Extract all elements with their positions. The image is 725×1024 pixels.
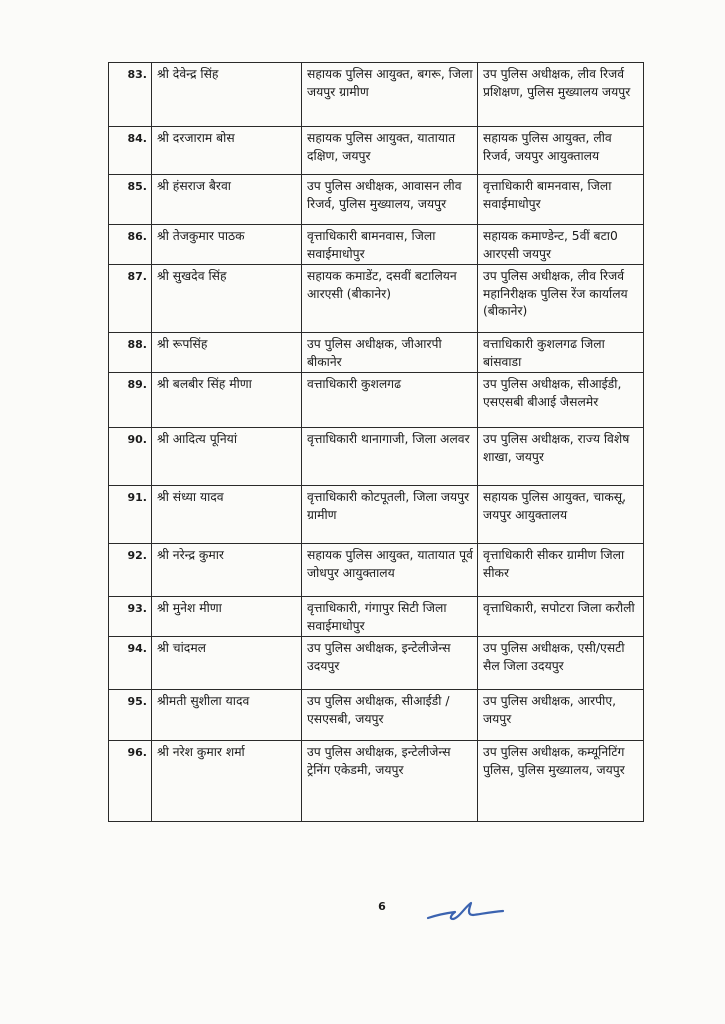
serial-number-cell: 93. bbox=[109, 597, 152, 637]
officer-name-cell: श्री बलबीर सिंह मीणा bbox=[152, 373, 302, 428]
page-number: 6 bbox=[378, 900, 386, 913]
officer-name-cell: श्री तेजकुमार पाठक bbox=[152, 225, 302, 265]
current-posting-cell: सहायक पुलिस आयुक्त, यातायात दक्षिण, जयपुर bbox=[302, 127, 478, 175]
serial-number-cell: 86. bbox=[109, 225, 152, 265]
current-posting-cell: सहायक पुलिस आयुक्त, यातायात पूर्व जोधपुर आयुक्तालय bbox=[302, 544, 478, 597]
signature-mark bbox=[425, 898, 505, 924]
serial-number-cell: 83. bbox=[109, 63, 152, 127]
new-posting-cell: सहायक पुलिस आयुक्त, लीव रिजर्व, जयपुर आयुक्तालय bbox=[478, 127, 644, 175]
serial-number-cell: 84. bbox=[109, 127, 152, 175]
current-posting-cell: उप पुलिस अधीक्षक, सीआईडी /एसएसबी, जयपुर bbox=[302, 690, 478, 741]
officer-name-cell: श्रीमती सुशीला यादव bbox=[152, 690, 302, 741]
serial-number-cell: 94. bbox=[109, 637, 152, 690]
current-posting-cell: वृत्ताधिकारी, गंगापुर सिटी जिला सवाईमाधोपुर bbox=[302, 597, 478, 637]
new-posting-cell: उप पुलिस अधीक्षक, सीआईडी, एसएसबी बीआई जैसलमेर bbox=[478, 373, 644, 428]
new-posting-cell: वत्ताधिकारी कुशलगढ जिला बांसवाडा bbox=[478, 333, 644, 373]
officer-name-cell: श्री चांदमल bbox=[152, 637, 302, 690]
new-posting-cell: उप पुलिस अधीक्षक, राज्य विशेष शाखा, जयपुर bbox=[478, 428, 644, 486]
current-posting-cell: उप पुलिस अधीक्षक, आवासन लीव रिजर्व, पुलिस मुख्यालय, जयपुर bbox=[302, 175, 478, 225]
new-posting-cell: वृत्ताधिकारी बामनवास, जिला सवाईमाधोपुर bbox=[478, 175, 644, 225]
current-posting-cell: वृत्ताधिकारी थानागाजी, जिला अलवर bbox=[302, 428, 478, 486]
new-posting-cell: वृत्ताधिकारी सीकर ग्रामीण जिला सीकर bbox=[478, 544, 644, 597]
officer-name-cell: श्री रूपसिंह bbox=[152, 333, 302, 373]
table-row bbox=[109, 637, 644, 690]
current-posting-cell: सहायक कमाडेंट, दसवीं बटालियन आरएसी (बीकानेर) bbox=[302, 265, 478, 333]
officer-name-cell: श्री संध्या यादव bbox=[152, 486, 302, 544]
serial-number-cell: 88. bbox=[109, 333, 152, 373]
serial-number-cell: 96. bbox=[109, 741, 152, 822]
new-posting-cell: वृत्ताधिकारी, सपोटरा जिला करौली bbox=[478, 597, 644, 637]
table-row bbox=[109, 373, 644, 428]
new-posting-cell: उप पुलिस अधीक्षक, लीव रिजर्व महानिरीक्षक पुलिस रेंज कार्यालय (बीकानेर) bbox=[478, 265, 644, 333]
new-posting-cell: उप पुलिस अधीक्षक, आरपीए, जयपुर bbox=[478, 690, 644, 741]
current-posting-cell: उप पुलिस अधीक्षक, इन्टेलीजेन्स उदयपुर bbox=[302, 637, 478, 690]
current-posting-cell: उप पुलिस अधीक्षक, इन्टेलीजेन्स ट्रेनिंग एकेडमी, जयपुर bbox=[302, 741, 478, 822]
officer-name-cell: श्री सुखदेव सिंह bbox=[152, 265, 302, 333]
current-posting-cell: वत्ताधिकारी कुशलगढ bbox=[302, 373, 478, 428]
table-row bbox=[109, 127, 644, 175]
current-posting-cell: वृत्ताधिकारी बामनवास, जिला सवाईमाधोपुर bbox=[302, 225, 478, 265]
serial-number-cell: 91. bbox=[109, 486, 152, 544]
table-row bbox=[109, 741, 644, 822]
table-row bbox=[109, 175, 644, 225]
officer-name-cell: श्री मुनेश मीणा bbox=[152, 597, 302, 637]
officer-name-cell: श्री हंसराज बैरवा bbox=[152, 175, 302, 225]
current-posting-cell: सहायक पुलिस आयुक्त, बगरू, जिला जयपुर ग्रामीण bbox=[302, 63, 478, 127]
officer-name-cell: श्री देवेन्द्र सिंह bbox=[152, 63, 302, 127]
serial-number-cell: 85. bbox=[109, 175, 152, 225]
serial-number-cell: 92. bbox=[109, 544, 152, 597]
new-posting-cell: उप पुलिस अधीक्षक, एसी/एसटी सैल जिला उदयपुर bbox=[478, 637, 644, 690]
serial-number-cell: 95. bbox=[109, 690, 152, 741]
serial-number-cell: 87. bbox=[109, 265, 152, 333]
transfer-table bbox=[108, 62, 644, 822]
table-row bbox=[109, 428, 644, 486]
serial-number-cell: 89. bbox=[109, 373, 152, 428]
new-posting-cell: सहायक कमाण्डेन्ट, 5वीं बटा0 आरएसी जयपुर bbox=[478, 225, 644, 265]
table-row bbox=[109, 544, 644, 597]
new-posting-cell: सहायक पुलिस आयुक्त, चाकसू, जयपुर आयुक्तालय bbox=[478, 486, 644, 544]
current-posting-cell: वृत्ताधिकारी कोटपूतली, जिला जयपुर ग्रामीण bbox=[302, 486, 478, 544]
new-posting-cell: उप पुलिस अधीक्षक, लीव रिजर्व प्रशिक्षण, पुलिस मुख्यालय जयपुर bbox=[478, 63, 644, 127]
transfer-table-body bbox=[109, 63, 644, 822]
table-row bbox=[109, 333, 644, 373]
table-row bbox=[109, 597, 644, 637]
table-row bbox=[109, 63, 644, 127]
serial-number-cell: 90. bbox=[109, 428, 152, 486]
officer-name-cell: श्री नरेन्द्र कुमार bbox=[152, 544, 302, 597]
officer-name-cell: श्री आदित्य पूनियां bbox=[152, 428, 302, 486]
table-row bbox=[109, 690, 644, 741]
officer-name-cell: श्री नरेश कुमार शर्मा bbox=[152, 741, 302, 822]
table-row bbox=[109, 486, 644, 544]
current-posting-cell: उप पुलिस अधीक्षक, जीआरपी बीकानेर bbox=[302, 333, 478, 373]
officer-name-cell: श्री दरजाराम बोस bbox=[152, 127, 302, 175]
new-posting-cell: उप पुलिस अधीक्षक, कम्यूनिटिंग पुलिस, पुलिस मुख्यालय, जयपुर bbox=[478, 741, 644, 822]
table-row bbox=[109, 265, 644, 333]
table-row bbox=[109, 225, 644, 265]
